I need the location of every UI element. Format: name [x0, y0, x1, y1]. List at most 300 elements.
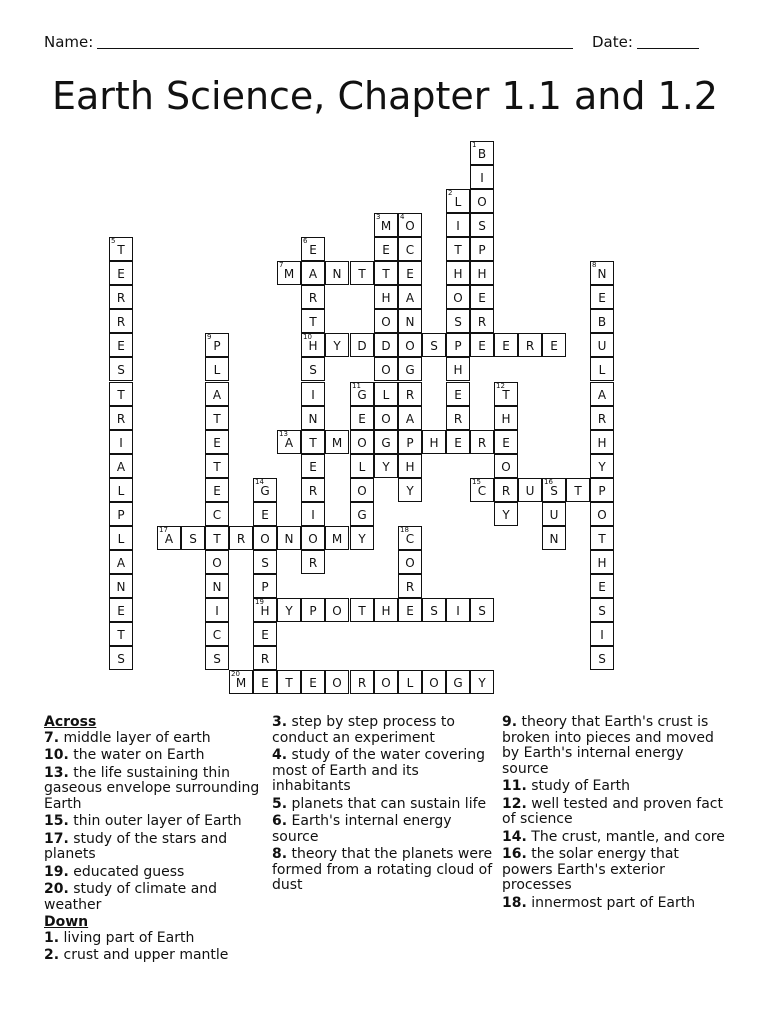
- grid-cell[interactable]: [350, 406, 374, 430]
- clue-column-2: [272, 715, 494, 896]
- cell-letter: H: [597, 436, 607, 450]
- clue-item: [502, 830, 726, 846]
- grid-cell[interactable]: [109, 237, 133, 261]
- grid-cell[interactable]: [590, 502, 614, 526]
- grid-cell[interactable]: [446, 189, 470, 213]
- grid-cell[interactable]: [590, 430, 614, 454]
- cell-letter: E: [309, 243, 317, 257]
- cell-letter: S: [454, 315, 462, 329]
- grid-cell[interactable]: [109, 598, 133, 622]
- clue-number: 14: [255, 478, 264, 486]
- grid-cell[interactable]: [350, 478, 374, 502]
- grid-cell[interactable]: [446, 598, 470, 622]
- cell-letter: O: [357, 484, 367, 498]
- cell-letter: G: [357, 388, 367, 402]
- grid-cell[interactable]: [398, 285, 422, 309]
- cell-letter: M: [235, 676, 247, 690]
- cell-letter: T: [213, 460, 221, 474]
- cell-letter: H: [501, 412, 511, 426]
- cell-letter: H: [453, 267, 463, 281]
- cell-letter: P: [478, 243, 486, 257]
- grid-cell[interactable]: [301, 237, 325, 261]
- grid-cell[interactable]: [109, 333, 133, 357]
- cell-letter: S: [598, 652, 606, 666]
- clue-item: [502, 715, 726, 777]
- grid-cell[interactable]: [374, 333, 398, 357]
- grid-cell[interactable]: [205, 526, 229, 550]
- cell-letter: A: [116, 556, 126, 570]
- grid-cell[interactable]: [325, 430, 349, 454]
- grid-cell[interactable]: [301, 478, 325, 502]
- cell-letter: T: [117, 388, 125, 402]
- grid-cell[interactable]: [398, 357, 422, 381]
- clue-number: 6: [303, 237, 308, 245]
- grid-cell[interactable]: [374, 285, 398, 309]
- grid-cell[interactable]: [590, 598, 614, 622]
- cell-letter: O: [212, 556, 222, 570]
- grid-cell[interactable]: [253, 598, 277, 622]
- grid-cell[interactable]: [590, 382, 614, 406]
- grid-cell[interactable]: [253, 550, 277, 574]
- grid-cell[interactable]: [109, 646, 133, 670]
- grid-cell[interactable]: [422, 598, 446, 622]
- grid-cell[interactable]: [301, 285, 325, 309]
- clue-number: 13: [279, 430, 288, 438]
- cell-letter: S: [478, 604, 486, 618]
- cell-letter: L: [213, 363, 221, 377]
- grid-cell[interactable]: [109, 309, 133, 333]
- grid-cell[interactable]: [181, 526, 205, 550]
- cell-letter: A: [116, 460, 126, 474]
- clue-item-text: living part of Earth: [59, 929, 195, 946]
- cell-letter: S: [478, 219, 486, 233]
- grid-cell[interactable]: [446, 430, 470, 454]
- grid-cell[interactable]: [350, 261, 374, 285]
- clue-item-number: 8.: [272, 846, 288, 862]
- cell-letter: S: [117, 363, 125, 377]
- grid-cell[interactable]: [590, 574, 614, 598]
- grid-cell[interactable]: [470, 598, 494, 622]
- grid-cell[interactable]: [398, 670, 422, 694]
- cell-letter: G: [260, 484, 270, 498]
- grid-cell[interactable]: [542, 478, 566, 502]
- grid-cell[interactable]: [301, 454, 325, 478]
- cell-letter: P: [261, 580, 269, 594]
- grid-cell[interactable]: [494, 406, 518, 430]
- grid-cell[interactable]: [398, 309, 422, 333]
- cell-letter: T: [502, 388, 510, 402]
- cell-letter: T: [358, 267, 366, 281]
- grid-cell[interactable]: [398, 574, 422, 598]
- grid-cell[interactable]: [470, 189, 494, 213]
- grid-cell[interactable]: [325, 526, 349, 550]
- clue-item-number: 5.: [272, 795, 288, 812]
- grid-cell[interactable]: [446, 309, 470, 333]
- grid-cell[interactable]: [518, 333, 542, 357]
- grid-cell[interactable]: [301, 309, 325, 333]
- cell-letter: T: [598, 532, 606, 546]
- clue-item: [502, 779, 726, 795]
- cell-letter: E: [478, 291, 486, 305]
- grid-cell[interactable]: [109, 285, 133, 309]
- cell-letter: O: [381, 412, 391, 426]
- cell-letter: C: [212, 508, 222, 522]
- grid-cell[interactable]: [494, 454, 518, 478]
- clue-number: 4: [400, 213, 405, 221]
- grid-cell[interactable]: [542, 502, 566, 526]
- clue-item-text: crust and upper mantle: [59, 947, 229, 963]
- grid-cell[interactable]: [325, 333, 349, 357]
- grid-cell[interactable]: [205, 550, 229, 574]
- clue-item-text: well tested and proven fact of science: [502, 795, 723, 827]
- grid-cell[interactable]: [301, 430, 325, 454]
- grid-cell[interactable]: [253, 646, 277, 670]
- cell-letter: P: [454, 339, 462, 353]
- cell-letter: R: [308, 484, 318, 498]
- grid-cell[interactable]: [446, 213, 470, 237]
- grid-cell[interactable]: [590, 285, 614, 309]
- grid-cell[interactable]: [253, 670, 277, 694]
- grid-cell[interactable]: [470, 141, 494, 165]
- grid-cell[interactable]: [229, 670, 253, 694]
- grid-cell[interactable]: [542, 333, 566, 357]
- grid-cell[interactable]: [590, 333, 614, 357]
- cell-letter: H: [260, 604, 270, 618]
- grid-cell[interactable]: [205, 574, 229, 598]
- cell-letter: A: [164, 532, 174, 546]
- grid-cell[interactable]: [253, 502, 277, 526]
- grid-cell[interactable]: [470, 670, 494, 694]
- grid-cell[interactable]: [494, 502, 518, 526]
- cell-letter: R: [116, 315, 126, 329]
- grid-cell[interactable]: [398, 478, 422, 502]
- cell-letter: H: [477, 267, 487, 281]
- clue-number: 2: [448, 189, 453, 197]
- grid-cell[interactable]: [470, 333, 494, 357]
- cell-letter: P: [213, 339, 221, 353]
- cell-letter: I: [311, 508, 315, 522]
- grid-cell[interactable]: [109, 382, 133, 406]
- cell-letter: I: [456, 604, 460, 618]
- grid-cell[interactable]: [566, 478, 590, 502]
- grid-cell[interactable]: [253, 526, 277, 550]
- cell-letter: E: [213, 436, 221, 450]
- grid-cell[interactable]: [374, 406, 398, 430]
- cell-letter: H: [597, 556, 607, 570]
- cell-letter: O: [429, 676, 439, 690]
- grid-cell[interactable]: [470, 237, 494, 261]
- cell-letter: R: [357, 676, 367, 690]
- cell-letter: O: [308, 532, 318, 546]
- grid-cell[interactable]: [470, 430, 494, 454]
- grid-cell[interactable]: [590, 406, 614, 430]
- cell-letter: C: [405, 532, 415, 546]
- cell-letter: U: [597, 339, 607, 353]
- cell-letter: A: [308, 267, 318, 281]
- cell-letter: I: [456, 219, 460, 233]
- cell-letter: O: [381, 315, 391, 329]
- grid-cell[interactable]: [518, 478, 542, 502]
- grid-cell[interactable]: [542, 526, 566, 550]
- grid-cell[interactable]: [229, 526, 253, 550]
- cell-letter: Y: [285, 604, 293, 618]
- grid-cell[interactable]: [109, 454, 133, 478]
- clue-item-number: 1.: [44, 929, 60, 946]
- grid-cell[interactable]: [109, 502, 133, 526]
- clue-item-text: theory that Earth's crust is broken into pieces and moved by Earth's internal energy source: [502, 714, 714, 777]
- grid-cell[interactable]: [350, 333, 374, 357]
- grid-cell[interactable]: [301, 261, 325, 285]
- grid-cell[interactable]: [422, 430, 446, 454]
- grid-cell[interactable]: [350, 502, 374, 526]
- grid-cell[interactable]: [422, 333, 446, 357]
- grid-cell[interactable]: [590, 454, 614, 478]
- clue-item-number: 2.: [44, 947, 60, 963]
- grid-cell[interactable]: [422, 670, 446, 694]
- grid-cell[interactable]: [446, 382, 470, 406]
- grid-cell[interactable]: [398, 550, 422, 574]
- grid-cell[interactable]: [470, 478, 494, 502]
- cell-letter: D: [381, 339, 391, 353]
- cell-letter: A: [405, 291, 415, 305]
- clue-number: 11: [352, 382, 361, 390]
- grid-cell[interactable]: [325, 598, 349, 622]
- grid-cell[interactable]: [470, 165, 494, 189]
- grid-cell[interactable]: [205, 406, 229, 430]
- grid-cell[interactable]: [398, 454, 422, 478]
- grid-cell[interactable]: [109, 526, 133, 550]
- grid-cell[interactable]: [205, 478, 229, 502]
- grid-cell[interactable]: [253, 574, 277, 598]
- grid-cell[interactable]: [398, 406, 422, 430]
- grid-cell[interactable]: [374, 213, 398, 237]
- cell-letter: T: [285, 676, 293, 690]
- grid-cell[interactable]: [470, 261, 494, 285]
- grid-cell[interactable]: [590, 357, 614, 381]
- cell-letter: I: [311, 388, 315, 402]
- grid-cell[interactable]: [109, 357, 133, 381]
- cell-letter: I: [119, 436, 123, 450]
- cell-letter: R: [501, 484, 511, 498]
- grid-cell[interactable]: [277, 670, 301, 694]
- clue-number: 12: [496, 382, 505, 390]
- grid-cell[interactable]: [157, 526, 181, 550]
- cell-letter: O: [405, 556, 415, 570]
- grid-cell[interactable]: [301, 357, 325, 381]
- grid-cell[interactable]: [374, 430, 398, 454]
- grid-cell[interactable]: [470, 285, 494, 309]
- grid-cell[interactable]: [446, 285, 470, 309]
- grid-cell[interactable]: [446, 237, 470, 261]
- grid-cell[interactable]: [205, 502, 229, 526]
- grid-cell[interactable]: [277, 598, 301, 622]
- grid-cell[interactable]: [205, 622, 229, 646]
- cell-letter: R: [116, 412, 126, 426]
- grid-cell[interactable]: [301, 598, 325, 622]
- clue-number: 19: [255, 598, 264, 606]
- grid-cell[interactable]: [205, 333, 229, 357]
- grid-cell[interactable]: [398, 237, 422, 261]
- clue-item: [272, 814, 494, 845]
- grid-cell[interactable]: [494, 382, 518, 406]
- cell-letter: P: [406, 436, 414, 450]
- grid-cell[interactable]: [253, 478, 277, 502]
- grid-cell[interactable]: [325, 670, 349, 694]
- grid-cell[interactable]: [374, 357, 398, 381]
- cell-letter: T: [358, 604, 366, 618]
- cell-letter: S: [430, 604, 438, 618]
- grid-cell[interactable]: [277, 526, 301, 550]
- clue-item-text: study of Earth: [526, 778, 631, 794]
- clue-column-1: [44, 715, 266, 966]
- grid-cell[interactable]: [205, 454, 229, 478]
- clue-item: [44, 748, 266, 764]
- grid-cell[interactable]: [277, 430, 301, 454]
- grid-cell[interactable]: [301, 382, 325, 406]
- grid-cell[interactable]: [109, 574, 133, 598]
- cell-letter: M: [283, 267, 295, 281]
- grid-cell[interactable]: [470, 213, 494, 237]
- cell-letter: O: [405, 339, 415, 353]
- clue-item-number: 16.: [502, 846, 527, 862]
- grid-cell[interactable]: [398, 261, 422, 285]
- grid-cell[interactable]: [301, 526, 325, 550]
- clue-item-text: study of the stars and planets: [44, 830, 228, 862]
- grid-cell[interactable]: [398, 430, 422, 454]
- clue-item-text: study of the water covering most of Earth and its inhabitants: [272, 747, 486, 794]
- cell-letter: L: [598, 363, 606, 377]
- grid-cell[interactable]: [374, 261, 398, 285]
- clue-item-number: 17.: [44, 830, 69, 847]
- cell-letter: T: [309, 436, 317, 450]
- grid-cell[interactable]: [590, 622, 614, 646]
- grid-cell[interactable]: [301, 333, 325, 357]
- grid-cell[interactable]: [398, 333, 422, 357]
- grid-cell[interactable]: [446, 670, 470, 694]
- cell-letter: A: [405, 412, 415, 426]
- cell-letter: N: [212, 580, 222, 594]
- grid-cell[interactable]: [109, 261, 133, 285]
- cell-letter: O: [381, 363, 391, 377]
- clue-item-number: 19.: [44, 863, 69, 880]
- grid-cell[interactable]: [398, 382, 422, 406]
- clue-number: 3: [376, 213, 381, 221]
- grid-cell[interactable]: [470, 309, 494, 333]
- grid-cell[interactable]: [109, 622, 133, 646]
- cell-letter: G: [453, 676, 463, 690]
- grid-cell[interactable]: [205, 357, 229, 381]
- grid-cell[interactable]: [350, 382, 374, 406]
- cell-letter: Y: [478, 676, 486, 690]
- cell-letter: T: [213, 412, 221, 426]
- grid-cell[interactable]: [253, 622, 277, 646]
- grid-cell[interactable]: [277, 261, 301, 285]
- cell-letter: G: [381, 436, 391, 450]
- clue-item-number: 20.: [44, 881, 69, 897]
- grid-cell[interactable]: [350, 454, 374, 478]
- grid-cell[interactable]: [590, 550, 614, 574]
- grid-cell[interactable]: [374, 309, 398, 333]
- grid-cell[interactable]: [205, 646, 229, 670]
- clue-item: [502, 797, 726, 828]
- grid-cell[interactable]: [494, 478, 518, 502]
- clue-number: 17: [159, 526, 168, 534]
- cell-letter: A: [284, 436, 294, 450]
- cell-letter: R: [236, 532, 246, 546]
- clue-number: 20: [231, 670, 240, 678]
- grid-cell[interactable]: [109, 406, 133, 430]
- clue-item-number: 7.: [44, 729, 60, 746]
- grid-cell[interactable]: [205, 598, 229, 622]
- grid-cell[interactable]: [398, 598, 422, 622]
- grid-cell[interactable]: [494, 430, 518, 454]
- clue-item-number: 10.: [44, 747, 69, 763]
- grid-cell[interactable]: [494, 333, 518, 357]
- grid-cell[interactable]: [446, 261, 470, 285]
- cell-letter: H: [308, 339, 318, 353]
- clue-item: [44, 766, 266, 813]
- grid-cell[interactable]: [374, 237, 398, 261]
- grid-cell[interactable]: [301, 550, 325, 574]
- grid-cell[interactable]: [325, 261, 349, 285]
- grid-cell[interactable]: [205, 430, 229, 454]
- cell-letter: T: [117, 243, 125, 257]
- grid-cell[interactable]: [374, 382, 398, 406]
- grid-cell[interactable]: [374, 670, 398, 694]
- cell-letter: R: [477, 315, 487, 329]
- cell-letter: E: [261, 508, 269, 522]
- grid-cell[interactable]: [109, 430, 133, 454]
- grid-cell[interactable]: [301, 406, 325, 430]
- grid-cell[interactable]: [374, 454, 398, 478]
- clue-item: [44, 931, 266, 947]
- cell-letter: N: [597, 267, 607, 281]
- clue-number: 1: [472, 141, 477, 149]
- grid-cell[interactable]: [590, 646, 614, 670]
- grid-cell[interactable]: [350, 430, 374, 454]
- grid-cell[interactable]: [590, 478, 614, 502]
- grid-cell[interactable]: [350, 526, 374, 550]
- grid-cell[interactable]: [109, 550, 133, 574]
- grid-cell[interactable]: [398, 213, 422, 237]
- grid-cell[interactable]: [446, 333, 470, 357]
- grid-cell[interactable]: [398, 526, 422, 550]
- grid-cell[interactable]: [301, 670, 325, 694]
- cell-letter: Y: [382, 460, 390, 474]
- clue-item-number: 9.: [502, 714, 518, 730]
- grid-cell[interactable]: [350, 598, 374, 622]
- cell-letter: S: [117, 652, 125, 666]
- grid-cell[interactable]: [590, 261, 614, 285]
- grid-cell[interactable]: [374, 598, 398, 622]
- clue-item-text: thin outer layer of Earth: [68, 813, 242, 829]
- cell-letter: D: [357, 339, 367, 353]
- cell-letter: E: [358, 412, 366, 426]
- grid-cell[interactable]: [205, 382, 229, 406]
- grid-cell[interactable]: [350, 670, 374, 694]
- grid-cell[interactable]: [109, 478, 133, 502]
- grid-cell[interactable]: [590, 309, 614, 333]
- grid-cell[interactable]: [446, 406, 470, 430]
- grid-cell[interactable]: [301, 502, 325, 526]
- grid-cell[interactable]: [446, 357, 470, 381]
- cell-letter: L: [358, 460, 366, 474]
- cell-letter: U: [525, 484, 535, 498]
- grid-cell[interactable]: [590, 526, 614, 550]
- cell-letter: T: [117, 628, 125, 642]
- cell-letter: R: [308, 291, 318, 305]
- cell-letter: T: [574, 484, 582, 498]
